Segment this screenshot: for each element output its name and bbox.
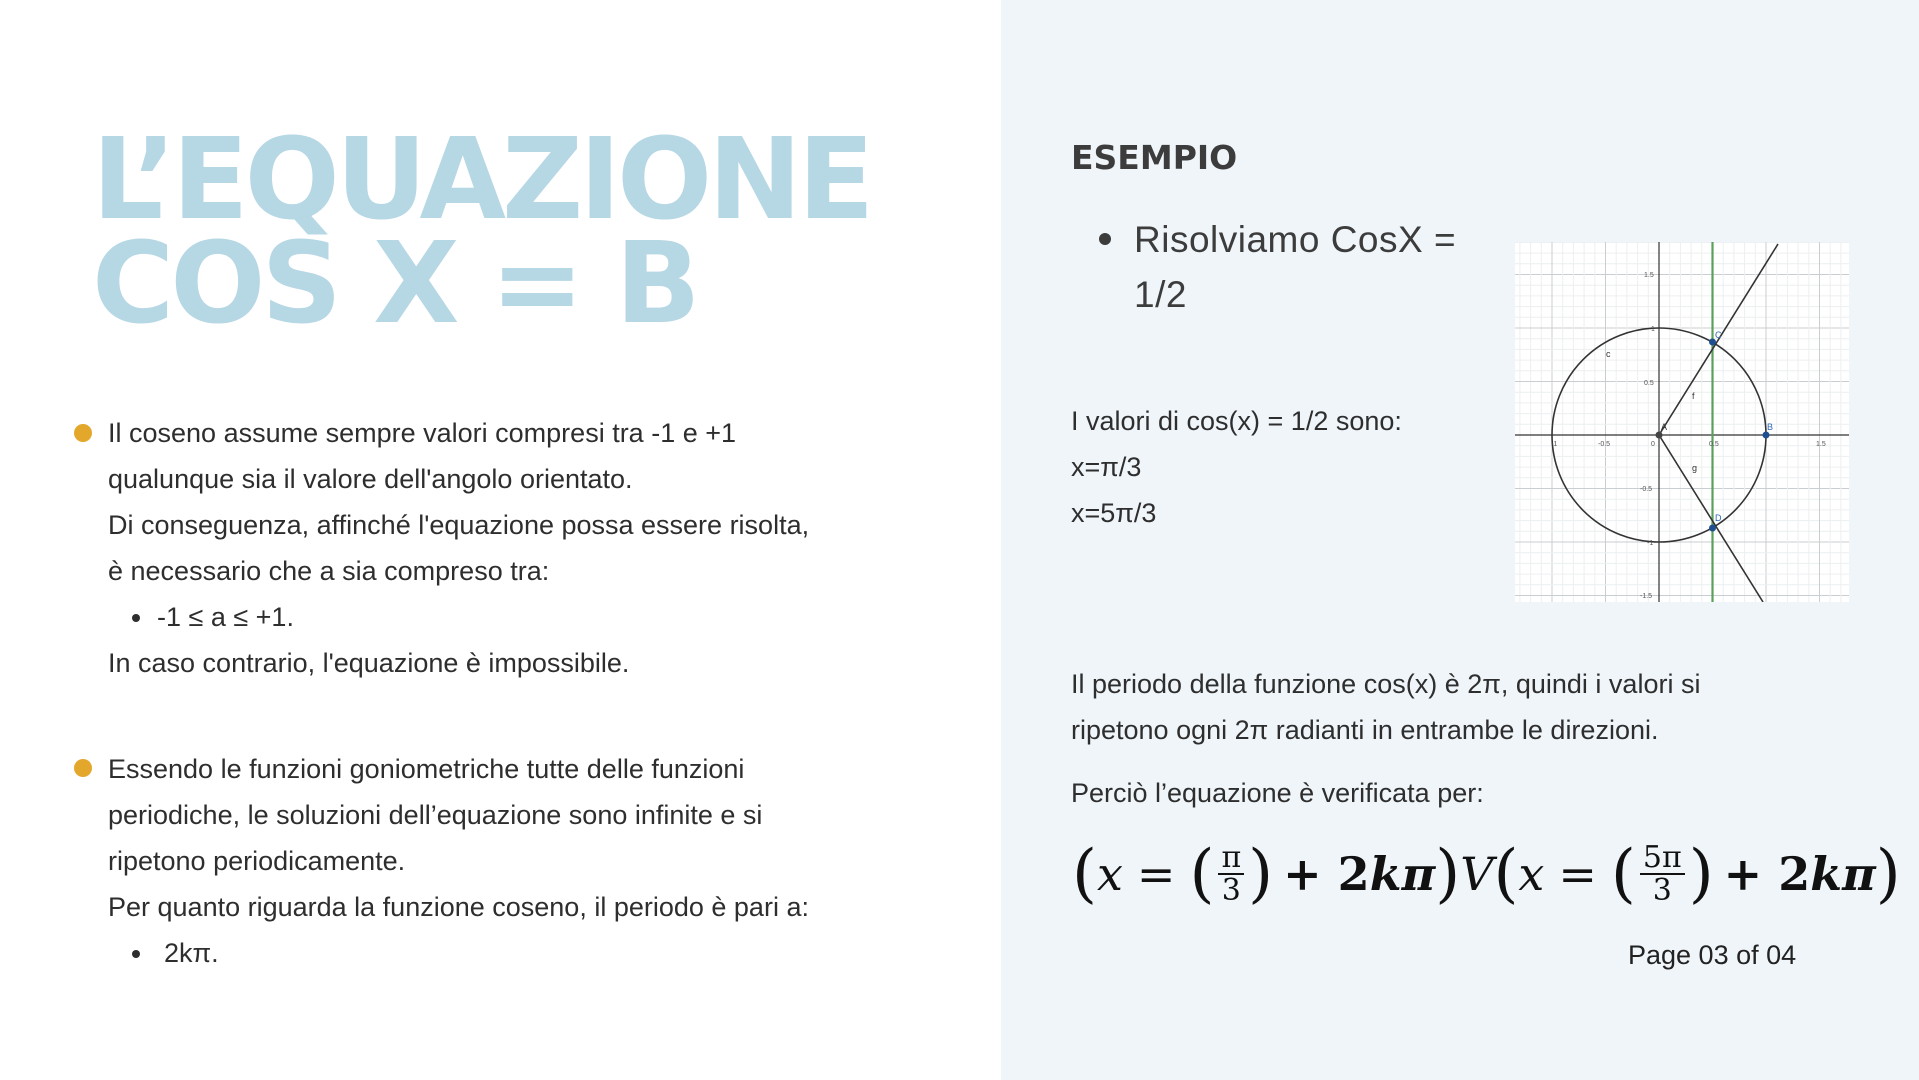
label-C: C [1715,330,1722,340]
label-B: B [1767,422,1774,432]
formula-paren: ) [1875,837,1901,911]
sub-bullet-dot [132,614,140,622]
text-line: periodiche, le soluzioni dell’equazione sono infinite e si [108,800,763,830]
text-line: qualunque sia il valore dell'angolo orientato. [108,464,633,494]
page-number: Page 03 of 04 [1628,940,1797,970]
bullet-dot [74,424,92,442]
text-line: Essendo le funzioni goniometriche tutte delle funzioni [108,754,745,784]
example-heading: ESEMPIO [1071,138,1238,177]
label-A: A [1661,422,1668,432]
y-tick: 0.5 [1644,380,1654,387]
unit-circle-graph [1515,242,1849,602]
label-g: g [1692,463,1698,473]
value-2: x=5π/3 [1071,498,1157,528]
text-line: Il coseno assume sempre valori compresi tra -1 e +1 [108,418,737,448]
formula-equals: = [1558,847,1597,901]
example-line-2: 1/2 [1134,274,1187,315]
sub-bullet [108,594,809,640]
x-tick: 0.5 [1709,441,1719,448]
sub-bullet [108,930,809,976]
denominator: 3 [1221,873,1241,908]
value-1: x=π/3 [1071,452,1142,482]
x-tick: -1 [1551,441,1558,448]
text-line: Per quanto riguarda la funzione coseno, il periodo è pari a: [108,892,809,922]
solution-formula: ( x = ( $\frac{\pi}{3}$ ) + 2 kπ ) V ( x = ( $\frac{5\pi}{3}$ ) + 2 kπ ) [1072,837,1901,911]
text-line: In caso contrario, l'equazione è impossibile. [108,648,630,678]
formula-paren: ( [1072,837,1097,911]
example-bullet-dot [1099,233,1111,245]
formula-equals: = [1136,847,1176,901]
x-tick: -0.5 [1598,441,1611,448]
therefore-text: Perciò l’equazione è verificata per: [1071,778,1484,808]
formula-term: + 2 [1723,847,1811,901]
formula-term: kπ [1810,847,1876,901]
y-tick: 1.5 [1644,272,1654,279]
formula-term: + 2 [1283,847,1370,901]
text-line: è necessario che a sia compreso tra: [108,556,550,586]
label-c: c [1606,349,1611,359]
sub-bullet-text: -1 ≤ a ≤ +1. [157,602,294,632]
formula-term: kπ [1369,847,1436,901]
period-text [1071,661,1700,753]
sub-bullet-dot [132,950,140,958]
period-line-1: Il periodo della funzione cos(x) è 2π, quindi i valori si [1071,669,1701,699]
text-line: Di conseguenza, affinché l'equazione possa essere risolta, [108,510,810,540]
label-D: D [1715,513,1722,523]
period-line-2: ripetono ogni 2π radianti in entrambe le direzioni. [1071,715,1659,745]
point-B [1763,432,1770,439]
values-intro: I valori di cos(x) = 1/2 sono: [1071,406,1402,436]
point-D [1709,525,1716,532]
slide-title [92,115,871,349]
y-tick: 1 [1651,326,1655,333]
y-tick: -0.5 [1640,486,1653,493]
y-tick: -1 [1647,540,1654,547]
x-tick: 1.5 [1816,441,1826,448]
formula-var: x [1096,847,1123,901]
text-line: ripetono periodicamente. [108,846,406,876]
formula-paren: ) [1435,837,1461,911]
label-f: f [1692,391,1695,401]
formula-fraction [1218,839,1244,908]
example-text [1134,212,1456,322]
denominator: 3 [1652,873,1672,908]
title-line-2: COS X = B [92,219,697,349]
x-tick: 0 [1651,441,1655,448]
formula-paren: ( [1493,837,1519,911]
formula-fraction [1640,839,1685,908]
point-A [1656,432,1663,439]
example-line-1: Risolviamo CosX = [1134,219,1457,260]
formula-var: x [1518,847,1545,901]
y-tick: -1.5 [1640,593,1653,600]
values-block [1071,398,1402,536]
bullet-2-text [108,746,809,976]
bullet-dot [74,759,92,777]
sub-bullet-text: 2kπ. [164,938,219,968]
bullet-1-text [108,410,809,686]
numerator: π [1218,842,1244,876]
numerator: 5π [1640,842,1685,876]
formula-or: V [1460,847,1494,901]
title-line-1: L’EQUAZIONE [92,115,871,245]
